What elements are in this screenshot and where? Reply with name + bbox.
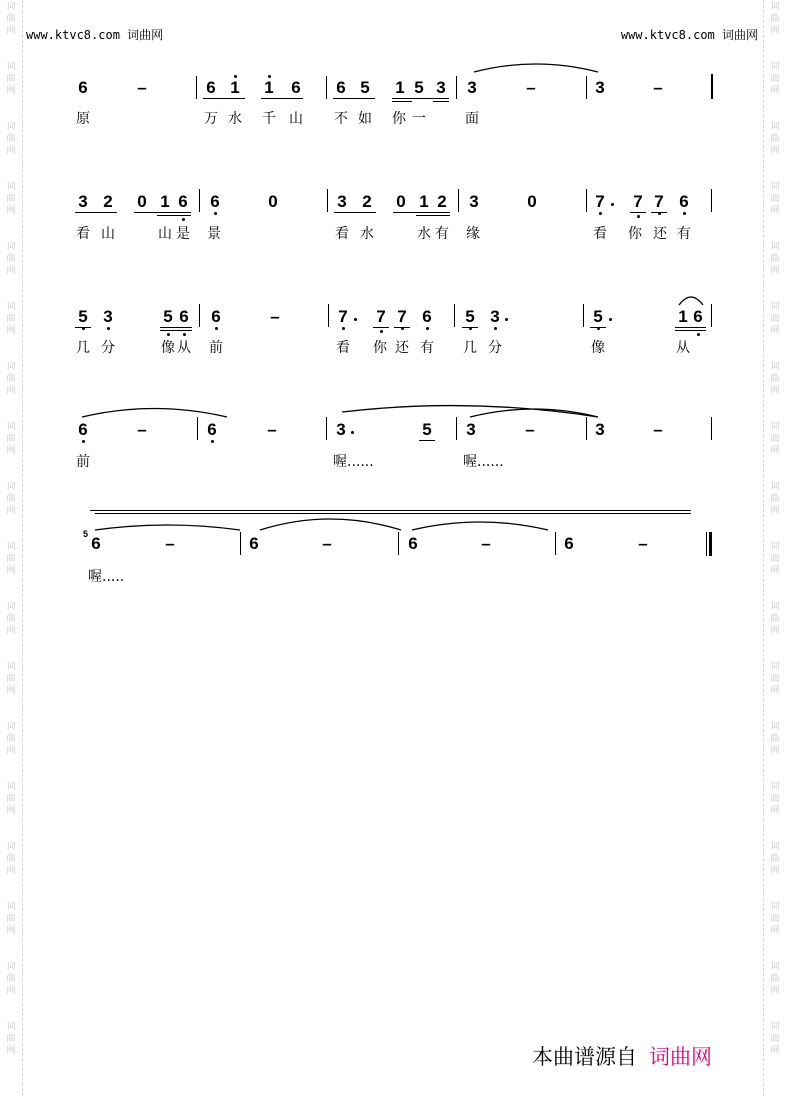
note: 3 [466,420,476,439]
watermark-glyph: 词 [6,122,16,132]
lyric: 还 [395,340,409,356]
watermark-glyph: 网 [6,746,16,756]
watermark-glyph: 曲 [6,554,16,564]
note: 2 [103,192,113,211]
watermark-glyph: 词 [6,722,16,732]
watermark-glyph: 网 [770,326,780,336]
source-brand-link[interactable]: 词曲网 [649,1045,712,1069]
watermark-glyph: 网 [6,626,16,636]
watermark-glyph: 词 [770,302,780,312]
watermark-glyph: 词 [6,602,16,612]
note: 0 [268,192,278,211]
watermark-glyph: 曲 [6,134,16,144]
watermark-glyph: 词 [6,842,16,852]
note: 5 [360,78,370,97]
lyric: 喔...... [333,454,374,470]
note: 2 [362,192,372,211]
note: 3 [336,420,346,439]
watermark-glyph: 网 [6,146,16,156]
lyric: 从 [177,340,191,356]
watermark-glyph: 曲 [6,794,16,804]
tie-arc [679,297,703,305]
lyric: 看 [593,226,607,242]
note: 1 [395,78,405,97]
note: 6 [408,534,418,553]
watermark-glyph: 网 [770,86,780,96]
lyric: 前 [209,340,223,356]
lyric: 不 [334,111,348,127]
watermark-glyph: 词 [770,1022,780,1032]
watermark-glyph: 词 [770,842,780,852]
watermark-glyph: 网 [770,926,780,936]
note: 6 [291,78,301,97]
watermark-glyph: 曲 [770,194,780,204]
watermark-glyph: 曲 [770,74,780,84]
note: 6 [422,307,432,326]
note: 3 [490,307,500,326]
watermark-glyph: 曲 [770,1034,780,1044]
lyric: 是 [176,226,190,242]
watermark-glyph: 网 [770,146,780,156]
watermark-glyph: 曲 [770,554,780,564]
watermark-glyph: 曲 [770,854,780,864]
dash-note: – [638,534,648,553]
watermark-glyph: 词 [6,782,16,792]
lyric: 山 [289,111,303,127]
note: 6 [78,78,88,97]
watermark-glyph: 曲 [6,614,16,624]
watermark-glyph: 网 [770,206,780,216]
watermark-glyph: 网 [6,86,16,96]
lyric: 山 [101,226,115,242]
watermark-glyph: 网 [770,686,780,696]
watermark-glyph: 词 [770,602,780,612]
note: 3 [595,420,605,439]
watermark-glyph: 词 [770,902,780,912]
watermark-glyph: 词 [6,302,16,312]
dash-note: – [481,534,491,553]
note: 1 [419,192,429,211]
grace-note: 5 [83,529,89,539]
source-credit [532,1041,712,1071]
watermark-glyph: 曲 [6,434,16,444]
header-site-left[interactable]: www.ktvc8.com 词曲网 [26,28,164,42]
lyric: 缘 [466,226,480,242]
watermark-glyph: 曲 [770,254,780,264]
note: 6 [207,420,217,439]
watermark-glyph: 网 [6,386,16,396]
watermark-glyph: 网 [770,806,780,816]
watermark-glyph: 词 [770,182,780,192]
watermark-glyph: 曲 [6,254,16,264]
note: 7 [654,192,664,211]
lyric: 像 [161,340,175,356]
lyric: 山 [158,226,172,242]
note: 7 [595,192,605,211]
dash-note: – [653,420,663,439]
watermark-glyph: 曲 [770,734,780,744]
lyric: 几 [463,340,477,356]
note: 6 [693,307,703,326]
note: 3 [595,78,605,97]
tie-arc [82,409,227,418]
note: 6 [210,192,220,211]
note: 3 [103,307,113,326]
source-credit-text: 本曲谱源自 [532,1045,637,1069]
watermark-glyph: 网 [6,1046,16,1056]
watermark-glyph: 词 [6,902,16,912]
note: 6 [336,78,346,97]
watermark-glyph: 词 [6,2,16,12]
watermark-glyph: 曲 [770,674,780,684]
note: 6 [249,534,259,553]
dash-note: – [137,420,147,439]
lyric: 你 [628,226,642,242]
lyric: 分 [488,340,502,356]
watermark-glyph: 词 [770,542,780,552]
lyric: 如 [358,111,372,127]
tie-arc [474,64,598,72]
tie-arc [260,519,401,530]
watermark-glyph: 曲 [770,134,780,144]
watermark-glyph: 词 [770,722,780,732]
note: 5 [414,78,424,97]
tie-arc [470,409,598,417]
note: 7 [376,307,386,326]
lyric: 有 [435,226,449,242]
watermark-glyph: 曲 [6,854,16,864]
watermark-glyph: 词 [770,122,780,132]
note: 0 [137,192,147,211]
watermark-glyph: 曲 [770,374,780,384]
watermark-glyph: 词 [6,242,16,252]
watermark-glyph: 词 [770,62,780,72]
watermark-glyph: 网 [770,26,780,36]
tie-arc [95,525,240,530]
watermark-glyph: 网 [770,266,780,276]
watermark-glyph: 曲 [770,974,780,984]
lyric: 水 [228,111,242,127]
watermark-glyph: 词 [6,422,16,432]
watermark-glyph: 网 [6,446,16,456]
watermark-glyph: 网 [770,746,780,756]
note: 6 [564,534,574,553]
note: 6 [679,192,689,211]
note: 5 [78,307,88,326]
watermark-glyph: 网 [6,866,16,876]
lyric: 喔...... [463,454,504,470]
watermark-glyph: 网 [6,926,16,936]
note: 5 [422,420,432,439]
note: 7 [338,307,348,326]
watermark-glyph: 网 [6,566,16,576]
lyric: 面 [465,111,479,127]
note: 0 [527,192,537,211]
lyric: 分 [101,340,115,356]
lyric: 喔..... [88,569,125,585]
note: 6 [78,420,88,439]
watermark-glyph: 曲 [6,1034,16,1044]
watermark-glyph: 词 [6,542,16,552]
dash-note: – [526,78,536,97]
watermark-glyph: 网 [770,506,780,516]
lyric: 看 [76,226,90,242]
watermark-glyph: 词 [770,242,780,252]
dash-note: – [267,420,277,439]
dash-note: – [653,78,663,97]
watermark-glyph: 曲 [6,74,16,84]
lyric: 你 [373,340,387,356]
watermark-glyph: 网 [770,986,780,996]
lyric: 看 [335,226,349,242]
tie-arc [342,406,598,417]
watermark-glyph: 词 [6,482,16,492]
dash-note: – [322,534,332,553]
lyric: 还 [653,226,667,242]
note: 7 [397,307,407,326]
lyric: 几 [76,340,90,356]
note: 7 [633,192,643,211]
watermark-glyph: 词 [770,2,780,12]
watermark-glyph: 网 [6,806,16,816]
note: 1 [230,78,240,97]
watermark-glyph: 曲 [6,734,16,744]
watermark-glyph: 曲 [770,614,780,624]
note: 3 [337,192,347,211]
watermark-glyph: 网 [770,626,780,636]
watermark-glyph: 曲 [6,374,16,384]
watermark-glyph: 词 [770,482,780,492]
watermark-glyph: 网 [6,26,16,36]
watermark-glyph: 网 [6,986,16,996]
lyric: 千 [262,111,276,127]
watermark-glyph: 曲 [6,674,16,684]
watermark-glyph: 词 [6,362,16,372]
watermark-glyph: 词 [770,782,780,792]
watermark-glyph: 曲 [770,314,780,324]
note: 5 [163,307,173,326]
watermark-glyph: 网 [770,1046,780,1056]
note: 1 [160,192,170,211]
watermark-glyph: 词 [770,422,780,432]
tie-arc [412,522,548,530]
watermark-glyph: 网 [6,206,16,216]
note: 1 [678,307,688,326]
note: 0 [396,192,406,211]
lyric: 前 [76,454,90,470]
note: 6 [211,307,221,326]
watermark-glyph: 词 [6,962,16,972]
lyric: 看 [336,340,350,356]
note: 6 [91,534,101,553]
note: 2 [437,192,447,211]
watermark-glyph: 曲 [6,194,16,204]
watermark-glyph: 词 [770,662,780,672]
watermark-glyph: 网 [770,386,780,396]
watermark-glyph: 曲 [770,794,780,804]
header-site-right[interactable]: www.ktvc8.com 词曲网 [620,28,758,42]
lyric: 像 [591,340,605,356]
note: 1 [264,78,274,97]
lyric: 景 [207,226,221,242]
watermark-glyph: 曲 [770,434,780,444]
note: 6 [178,192,188,211]
watermark-glyph: 网 [6,326,16,336]
lyric: 水 [360,226,374,242]
watermark-glyph: 曲 [6,914,16,924]
note: 3 [78,192,88,211]
lyric: 有 [677,226,691,242]
dash-note: – [165,534,175,553]
watermark-glyph: 网 [6,686,16,696]
watermark-glyph: 曲 [770,914,780,924]
dash-note: – [137,78,147,97]
watermark-glyph: 曲 [6,974,16,984]
note: 3 [436,78,446,97]
note: 3 [469,192,479,211]
lyric: 原 [76,111,90,127]
watermark-glyph: 曲 [6,494,16,504]
watermark-glyph: 网 [6,266,16,276]
watermark-glyph: 曲 [770,494,780,504]
watermark-glyph: 词 [6,182,16,192]
note: 6 [206,78,216,97]
watermark-glyph: 网 [770,446,780,456]
lyric: 从 [676,340,690,356]
watermark-glyph: 词 [6,1022,16,1032]
watermark-glyph: 曲 [6,14,16,24]
lyric: 一 [412,111,426,127]
dash-note: – [270,307,280,326]
note: 5 [593,307,603,326]
watermark-glyph: 词 [770,362,780,372]
note: 6 [179,307,189,326]
lyric: 水 [417,226,431,242]
watermark-glyph: 曲 [6,314,16,324]
watermark-glyph: 词 [6,662,16,672]
watermark-glyph: 网 [770,866,780,876]
lyric: 有 [420,340,434,356]
watermark-glyph: 曲 [770,14,780,24]
watermark-glyph: 网 [6,506,16,516]
watermark-glyph: 词 [6,62,16,72]
note: 5 [465,307,475,326]
watermark-glyph: 网 [770,566,780,576]
lyric: 你 [392,111,406,127]
watermark-glyph: 词 [770,962,780,972]
dash-note: – [525,420,535,439]
lyric: 万 [204,111,218,127]
note: 3 [467,78,477,97]
